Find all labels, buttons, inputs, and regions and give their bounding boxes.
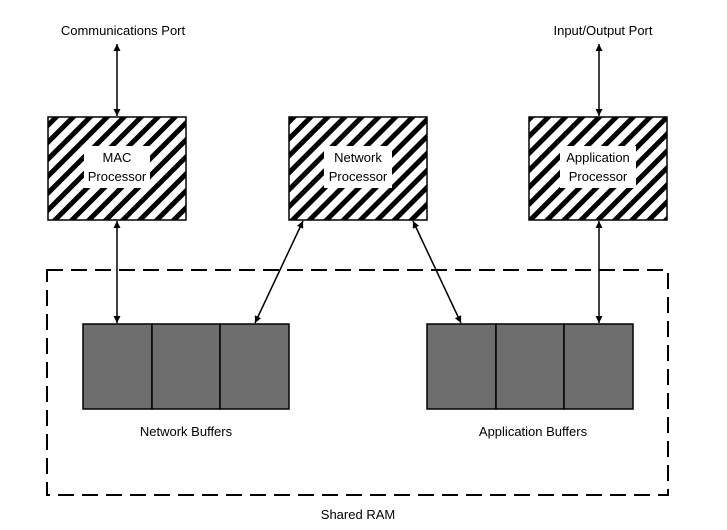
- application-buffers-label: Application Buffers: [478, 424, 588, 439]
- mac-processor: [48, 117, 186, 220]
- network-buffers-label: Network Buffers: [139, 424, 233, 439]
- network-processor-to-network-buffers-arrow: [255, 221, 303, 323]
- mac-processor-label-line2: Processor: [87, 169, 147, 184]
- network-buffers: [83, 324, 289, 409]
- network-buffer-cell: [220, 324, 289, 409]
- network-processor: [289, 117, 427, 220]
- shared-ram-label: Shared RAM: [320, 507, 396, 522]
- mac-processor-label-line1: MAC: [102, 150, 132, 165]
- application-buffer-cell: [564, 324, 633, 409]
- network-processor-label-line2: Processor: [328, 169, 388, 184]
- application-buffer-cell: [427, 324, 496, 409]
- application-buffer-cell: [496, 324, 564, 409]
- network-buffer-cell: [83, 324, 152, 409]
- application-processor-label-line2: Processor: [568, 169, 628, 184]
- communications-port-label: Communications Port: [60, 23, 186, 38]
- application-processor-label-line1: Application: [566, 150, 630, 165]
- network-buffer-cell: [152, 324, 220, 409]
- network-processor-label-line1: Network: [334, 150, 382, 165]
- application-buffers: [427, 324, 633, 409]
- network-processor-to-application-buffers-arrow: [413, 221, 461, 323]
- input-output-port-label: Input/Output Port: [553, 23, 653, 38]
- application-processor: [529, 117, 667, 220]
